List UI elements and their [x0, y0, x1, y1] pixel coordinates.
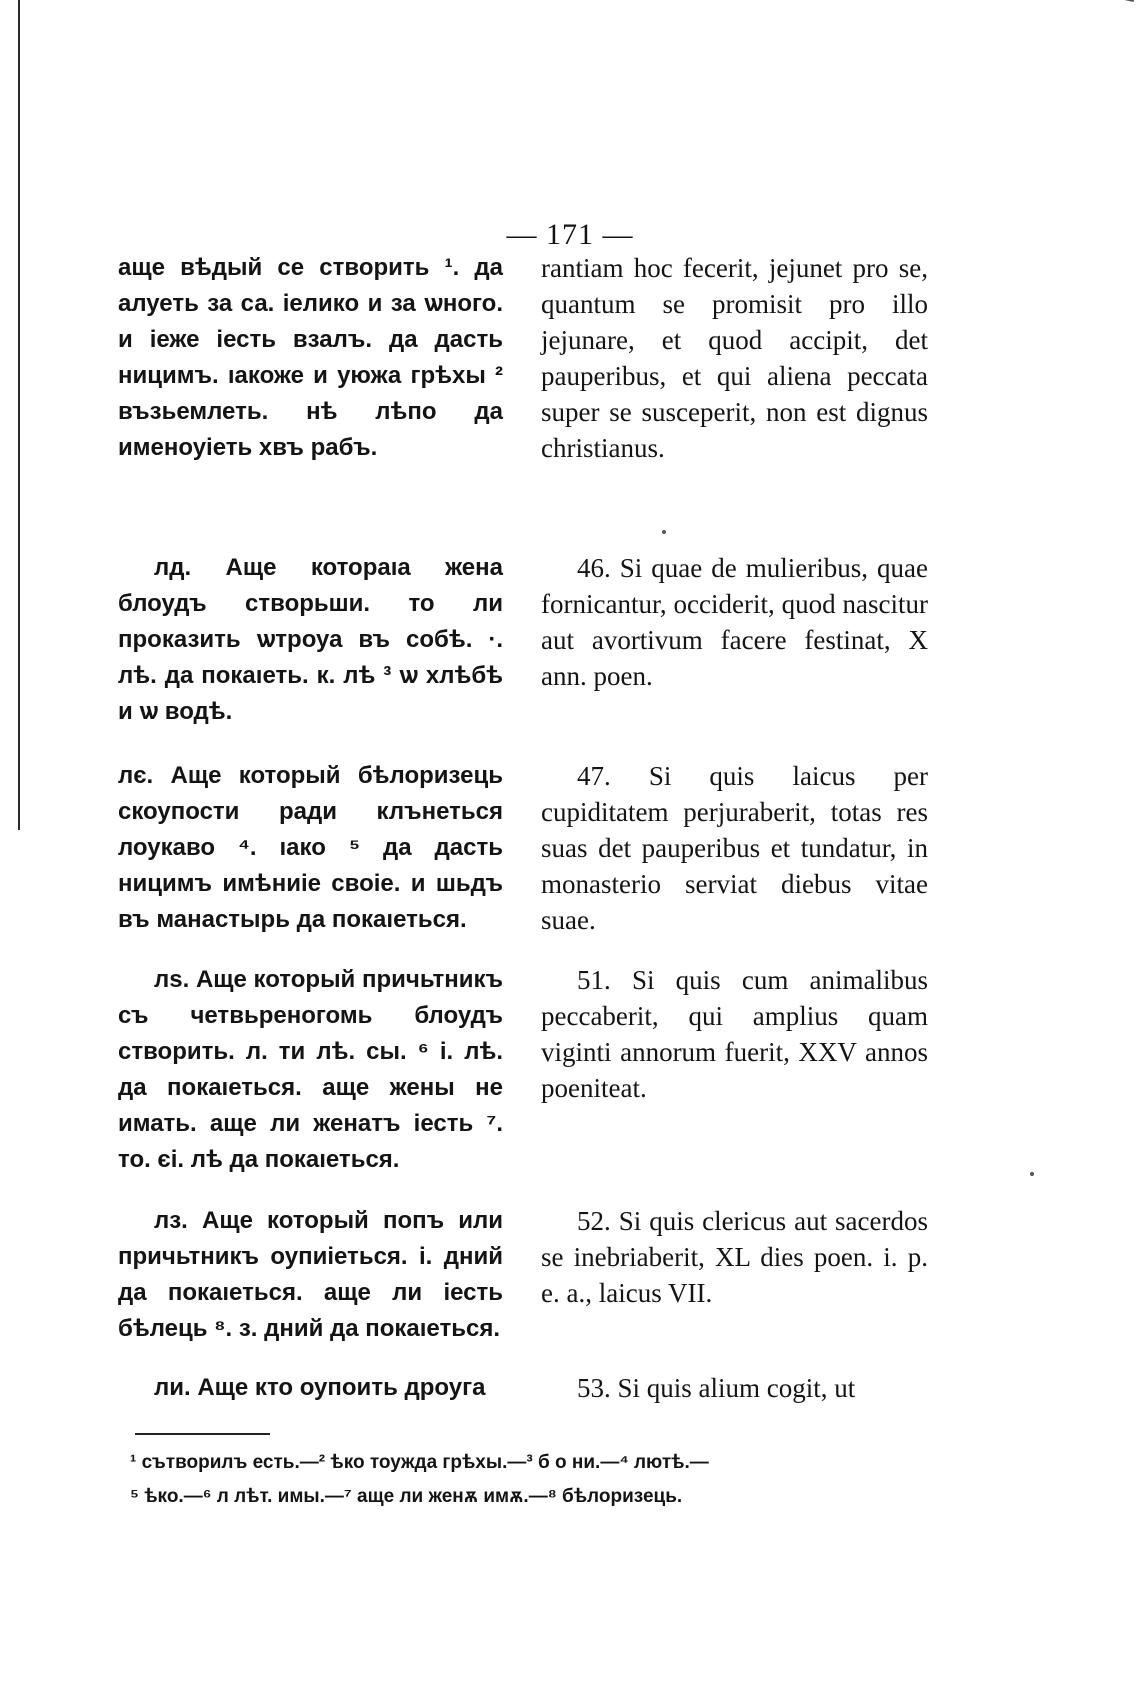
- footnote-line: ¹ сътворилъ есть.—² ѣко тоужда грѣхы.—³ б о ни.—⁴ лютѣ.—: [130, 1452, 709, 1473]
- scan-speck: [662, 530, 666, 534]
- latin-text: 52. Si quis clericus aut sacerdos se inebriaberit, XL dies poen. i. p. e. a., laicus VII.: [541, 1206, 928, 1308]
- latin-text: 46. Si quae de mulieribus, quae fornicantur, occiderit, quod nascitur aut avortivum facere festinat, X ann. poen.: [541, 553, 928, 691]
- scan-speck: [1030, 1172, 1034, 1176]
- corner-scan-mark: [1092, 0, 1134, 16]
- slavonic-text: лз. Аще который попъ или причьтникъ оупиіеться. і. дний да покаıеться. аще ли іесть бѣлець ⁸. з. дний да покаıеться.: [118, 1207, 503, 1342]
- slavonic-text: лѕ. Аще который причьтникъ съ четвьреногомь блоудъ створить. л. ти лѣ. сы. ⁶ і. лѣ. да покаıеться. аще жены не имать. аще ли женатъ іесть ⁷. то. єі. лѣ да покаıеться.: [118, 966, 503, 1173]
- footnotes: [130, 1446, 920, 1514]
- page-edge-line: [18, 0, 20, 830]
- footnote-line: ⁵ ѣко.—⁶ л лѣт. имы.—⁷ аще ли женѫ имѫ.—⁸ бѣлоризець.: [130, 1486, 683, 1507]
- latin-text: 51. Si quis cum animalibus peccaberit, qui amplius quam viginti annorum fuerit, XXV annos poeniteat.: [541, 965, 928, 1103]
- latin-text: 47. Si quis laicus per cupiditatem perjuraberit, totas res suas det pauperibus et tundatur, in monasterio serviat diebus vitae suae.: [541, 761, 928, 935]
- slavonic-text: аще вѣдый се створить ¹. да алуеть за са. іелико и за ѡного. и іеже іесть взалъ. да дасть ницимъ. ıакоже и уюжа грѣхы ² възьемлеть. нѣ лѣпо да именоуіеть хвъ рабъ.: [118, 254, 503, 461]
- latin-text: rantiam hoc fecerit, jejunet pro se, quantum se promisit pro illo jejunare, et quod accipit, det pauperibus, et qui aliena peccata super se susceperit, non est dignus christianus.: [541, 253, 928, 463]
- slavonic-text: ли. Аще кто оупоить дроуга: [154, 1374, 486, 1401]
- page-number: — 171 —: [506, 218, 634, 251]
- slavonic-text: лд. Аще котораıа жена блоудъ створьши. то ли проказить ѡтроуа въ собѣ. ·. лѣ. да покаıеть. к. лѣ ³ ѡ хлѣбѣ и ѡ водѣ.: [118, 554, 503, 725]
- slavonic-text: лє. Аще который бѣлоризець скоупости ради клънеться лоукаво ⁴. ıако ⁵ да дасть ницимъ имѣниіе своіе. и шьдъ въ манастырь да покаıеться.: [118, 762, 503, 933]
- footnote-rule: [135, 1433, 270, 1435]
- latin-text: 53. Si quis alium cogit, ut: [577, 1373, 856, 1403]
